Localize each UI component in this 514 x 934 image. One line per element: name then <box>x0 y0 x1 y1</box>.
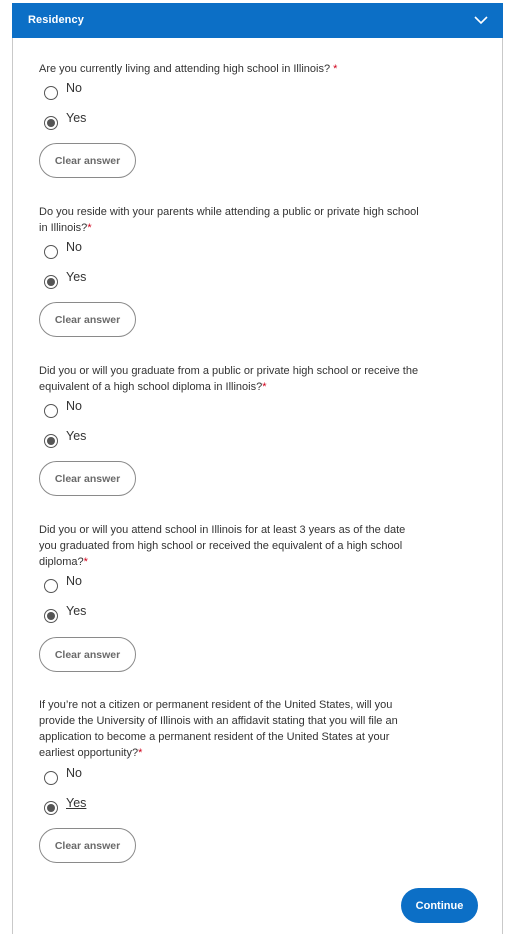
question-1-clear-answer-button[interactable]: Clear answer <box>39 143 136 178</box>
question-1-text: Are you currently living and attending high school in Illinois? * <box>39 63 338 75</box>
radio-button-selected[interactable] <box>44 801 58 815</box>
section-title: Residency <box>28 14 84 26</box>
question-2-option-yes[interactable] <box>44 272 86 292</box>
radio-button[interactable] <box>44 771 58 785</box>
radio-button-selected[interactable] <box>44 275 58 289</box>
radio-button-selected[interactable] <box>44 609 58 623</box>
option-label: No <box>66 240 82 254</box>
radio-button[interactable] <box>44 404 58 418</box>
continue-button[interactable]: Continue <box>401 888 478 923</box>
question-3-text: Did you or will you graduate from a public or private high school or receive the equivalent of a high school diploma in Illinois?* <box>39 365 419 393</box>
radio-button-selected[interactable] <box>44 434 58 448</box>
question-4-option-yes[interactable] <box>44 606 86 626</box>
option-label: Yes <box>66 111 87 125</box>
option-label: No <box>66 574 82 588</box>
option-label: Yes <box>66 604 87 618</box>
question-1-option-no[interactable] <box>44 83 82 103</box>
question-3-option-no[interactable] <box>44 401 82 421</box>
question-5-option-no[interactable] <box>44 768 82 788</box>
radio-button[interactable] <box>44 245 58 259</box>
question-1-option-yes[interactable] <box>44 113 86 133</box>
option-label: No <box>66 766 82 780</box>
option-label: Yes <box>66 429 87 443</box>
option-label: No <box>66 399 82 413</box>
question-5-option-yes[interactable] <box>44 798 86 818</box>
chevron-down-icon[interactable] <box>473 12 489 28</box>
question-5-clear-answer-button[interactable]: Clear answer <box>39 828 136 863</box>
radio-button[interactable] <box>44 86 58 100</box>
radio-button-selected[interactable] <box>44 116 58 130</box>
question-4-clear-answer-button[interactable]: Clear answer <box>39 637 136 672</box>
question-2-text: Do you reside with your parents while attending a public or private high school in Illinois?* <box>39 206 419 234</box>
section-header[interactable] <box>12 3 503 38</box>
question-3-option-yes[interactable] <box>44 431 86 451</box>
question-3-clear-answer-button[interactable]: Clear answer <box>39 461 136 496</box>
question-5-text: If you’re not a citizen or permanent resident of the United States, will you provide the University of Illinois with an affidavit stating that you will file an application to become a permanent resident of the United States at your earliest opportunity?* <box>39 699 398 759</box>
option-label: Yes <box>66 270 87 284</box>
option-label: Yes <box>66 796 87 810</box>
radio-button[interactable] <box>44 579 58 593</box>
question-2-option-no[interactable] <box>44 242 82 262</box>
option-label: No <box>66 81 82 95</box>
question-4-text: Did you or will you attend school in Illinois for at least 3 years as of the date you graduated from high school or received the equivalent of a high school diploma?* <box>39 524 406 568</box>
question-4-option-no[interactable] <box>44 576 82 596</box>
question-2-clear-answer-button[interactable]: Clear answer <box>39 302 136 337</box>
